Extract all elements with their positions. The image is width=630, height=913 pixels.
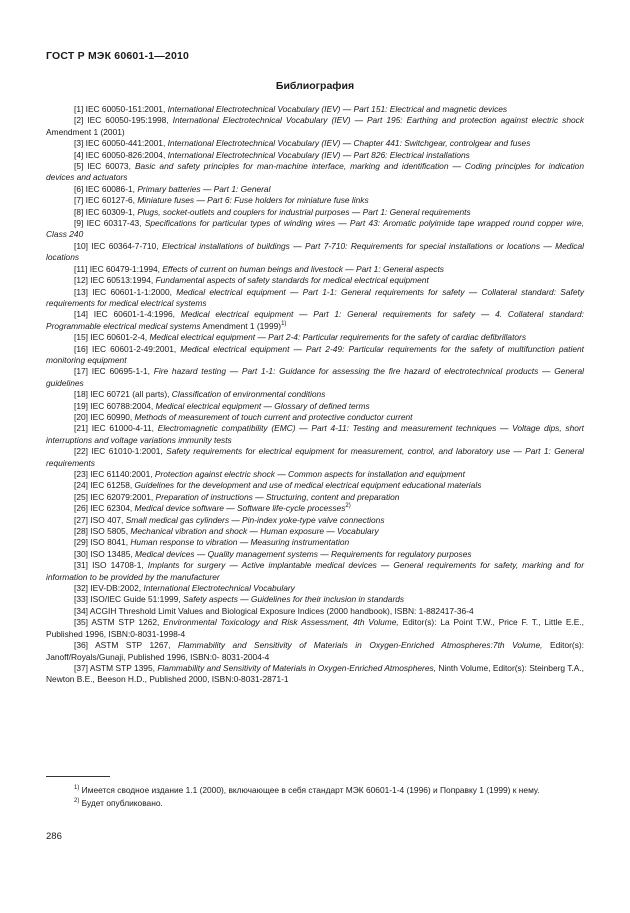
entry-title: Miniature fuses — Part 6: Fuse holders for miniature fuse links bbox=[137, 195, 369, 206]
bibliography-entry bbox=[46, 344, 584, 367]
bibliography-entry bbox=[46, 241, 584, 264]
entry-number: [6] bbox=[74, 183, 84, 194]
entry-title: Safety requirements for electrical equipment for measurement, control, and laboratory use — Part 1: General requirements bbox=[46, 446, 585, 468]
entry-title: Flammability and Sensitivity of Materials in Oxygen-Enriched Atmospheres, bbox=[157, 662, 436, 673]
entry-title: Medical electrical equipment — Part 2-4: Particular requirements for the safety of cardiac defibrillators bbox=[149, 332, 527, 343]
bibliography-entry bbox=[46, 549, 584, 560]
bibliography-entry bbox=[46, 195, 584, 206]
entry-title: Primary batteries — Part 1: General bbox=[137, 183, 271, 194]
bibliography-entry bbox=[46, 218, 584, 241]
entry-number: [28] bbox=[74, 526, 88, 537]
entry-code: IEC 60601-1-1:2000, bbox=[92, 286, 172, 297]
entry-title: Safety aspects — Guidelines for their inclusion in standards bbox=[182, 594, 405, 605]
entry-title: Medical electrical equipment — Part 1-1: General requirements for safety — Collateral standard: Safety requirements for medical electrical systems bbox=[46, 286, 585, 308]
entry-code: IEC 60364-7-710, bbox=[91, 240, 159, 251]
footnote-mark: 1) bbox=[74, 785, 80, 791]
footnote-divider bbox=[46, 776, 110, 777]
entry-code: ASTM STP 1395, bbox=[89, 662, 155, 673]
bibliography-entry bbox=[46, 446, 584, 469]
entry-number: [32] bbox=[74, 583, 88, 594]
entry-title: Methods of measurement of touch current and protective conductor current bbox=[134, 411, 413, 422]
entry-number: [4] bbox=[74, 149, 84, 160]
entry-number: [36] bbox=[74, 640, 88, 651]
entry-title: Effects of current on human beings and livestock — Part 1: General aspects bbox=[162, 263, 444, 274]
entry-code: ISO 8041, bbox=[90, 537, 129, 548]
entry-number: [7] bbox=[74, 195, 84, 206]
entry-number: [22] bbox=[74, 446, 88, 457]
entry-number: [12] bbox=[74, 275, 88, 286]
page-number: 286 bbox=[46, 831, 62, 842]
entry-code: IEC 60695-1-1, bbox=[91, 366, 150, 377]
entry-code: ISO/IEC Guide 51:1999, bbox=[90, 594, 181, 605]
entry-code: IEC 60050-441:2001, bbox=[85, 138, 166, 149]
bibliography-entry bbox=[46, 366, 584, 389]
bibliography-entry bbox=[46, 663, 584, 686]
entry-title: International Electrotechnical Vocabulary (IEV) — Part 826: Electrical installations bbox=[167, 149, 470, 160]
footnote-text: Будет опубликовано. bbox=[79, 798, 163, 809]
entry-number: [14] bbox=[74, 309, 88, 320]
bibliography-entry bbox=[46, 423, 584, 446]
entry-title: Small medical gas cylinders — Pin-index yoke-type valve connections bbox=[125, 514, 385, 525]
entry-title: Specifications for particular types of winding wires — Part 43: Aromatic polyimide tape wrapped round copper wire, Class 240 bbox=[46, 218, 585, 240]
bibliography-entry bbox=[46, 150, 584, 161]
entry-title: Electrical installations of buildings — Part 7-710: Requirements for special installations or locations — Medical locations bbox=[46, 240, 585, 263]
bibliography-entry bbox=[46, 640, 584, 663]
bibliography-entry bbox=[46, 309, 584, 332]
entry-number: [25] bbox=[74, 491, 88, 502]
entry-title: Fire hazard testing — Part 1-1: Guidance for assessing the fire hazard of electrotechnical products — General guidelines bbox=[46, 366, 584, 388]
entry-code: ASTM STP 1267, bbox=[95, 640, 171, 651]
entry-title: Medical electrical equipment — Part 2-49: Particular requirements for the safety of multifunction patient monitoring equipment bbox=[46, 343, 585, 365]
bibliography-entry bbox=[46, 115, 584, 138]
entry-title: Mechanical vibration and shock — Human exposure — Vocabulary bbox=[130, 526, 379, 537]
entry-tail: Editor(s): La Point T.W., Price F. T., Little E.E., Published 1996, ISBN:0-8031-1998-4 bbox=[46, 617, 584, 639]
entry-number: [23] bbox=[74, 469, 88, 479]
entry-code: ACGIH Threshold Limit Values and Biological Exposure Indices (2000 handbook), ISBN: 1-882417-36-4 bbox=[89, 605, 474, 616]
entry-code: ISO 5805, bbox=[90, 526, 129, 537]
entry-title: Protection against electric shock — Common aspects for installation and equipment bbox=[154, 469, 465, 479]
entry-number: [30] bbox=[74, 548, 88, 559]
entry-number: [18] bbox=[74, 389, 88, 400]
entry-code: IEC 60086-1, bbox=[85, 183, 135, 194]
bibliography-entry bbox=[46, 606, 584, 617]
entry-number: [16] bbox=[74, 343, 88, 354]
entry-number: [15] bbox=[74, 332, 88, 343]
entry-title: Environmental Toxicology and Risk Assessment, 4th Volume, bbox=[163, 617, 399, 628]
entry-title: Basic and safety principles for man-machine interface, marking and identification — Coding principles for indication devices and actuators bbox=[46, 161, 585, 183]
footnote bbox=[46, 785, 584, 796]
bibliography-entry bbox=[46, 594, 584, 605]
entry-code: IEC 61258, bbox=[90, 480, 133, 491]
entry-title: International Electrotechnical Vocabulary (IEV) — Part 151: Electrical and magnetic devices bbox=[167, 104, 508, 114]
entry-code: IEC 61000-4-11, bbox=[91, 423, 154, 434]
entry-code: ASTM STP 1262, bbox=[91, 617, 160, 628]
bibliography-entry bbox=[46, 469, 584, 480]
entry-title: Classification of environmental conditions bbox=[171, 389, 326, 400]
entry-code: IEC 60073, bbox=[87, 161, 131, 172]
entry-code: IEC 60513:1994, bbox=[90, 275, 154, 286]
entry-number: [2] bbox=[74, 115, 84, 126]
section-title: Библиография bbox=[275, 80, 355, 92]
entry-number: [9] bbox=[74, 218, 84, 229]
entry-tail: Amendment 1 (1999) bbox=[200, 320, 282, 331]
footnote-mark: 2) bbox=[74, 798, 80, 805]
bibliography-list bbox=[46, 104, 584, 686]
entry-number: [33] bbox=[74, 594, 88, 605]
bibliography-entry bbox=[46, 480, 584, 491]
entry-code: IEC 60050-826:2004, bbox=[85, 149, 166, 160]
entry-number: [37] bbox=[74, 662, 88, 673]
entry-code: IEC 60317-43, bbox=[86, 218, 142, 229]
entry-title: Medical electrical equipment — Part 1: General requirements for safety — 4. Collateral standard: Programmable electrical medical systems bbox=[46, 309, 584, 331]
bibliography-entry bbox=[46, 332, 584, 343]
bibliography-entry bbox=[46, 264, 584, 275]
entry-code: IEC 61140:2001, bbox=[90, 469, 153, 479]
entry-number: [17] bbox=[74, 366, 88, 377]
entry-number: [3] bbox=[74, 138, 84, 149]
bibliography-entry bbox=[46, 104, 584, 115]
bibliography-entry bbox=[46, 138, 584, 149]
entry-number: [1] bbox=[74, 104, 84, 114]
entry-code: IEC 60601-2-49:2001, bbox=[92, 343, 177, 354]
bibliography-entry bbox=[46, 526, 584, 537]
bibliography-entry bbox=[46, 184, 584, 195]
entry-code: IEC 60721 (all parts), bbox=[90, 389, 170, 400]
entry-tail: Editor(s): Janoff/Royals/Gunaji, Published 1996, ISBN:0- 8031-2004-4 bbox=[46, 640, 584, 662]
entry-number: [8] bbox=[74, 206, 84, 217]
entry-title: International Electrotechnical Vocabulary (IEV) — Chapter 441: Switchgear, controlgear and fuses bbox=[167, 138, 531, 149]
bibliography-entry bbox=[46, 617, 584, 640]
entry-number: [11] bbox=[74, 263, 88, 274]
entry-code: IEC 62079:2001, bbox=[90, 491, 154, 502]
entry-code: IEC 60309-1, bbox=[85, 206, 135, 217]
entry-number: [19] bbox=[74, 400, 88, 411]
entry-code: ISO 13485, bbox=[90, 548, 133, 559]
entry-code: IEC 60127-6, bbox=[85, 195, 135, 206]
entry-title: Human response to vibration — Measuring instrumentation bbox=[130, 537, 350, 548]
bibliography-entry bbox=[46, 412, 584, 423]
bibliography-entry bbox=[46, 389, 584, 400]
entry-code: ISO 14708-1, bbox=[92, 560, 144, 571]
entry-title: Implants for surgery — Active implantable medical devices — General requirements for safety, marking and for information to be provided by the manufacturer bbox=[46, 560, 584, 582]
entry-title: Fundamental aspects of safety standards for medical electrical equipment bbox=[155, 275, 429, 286]
entry-code: IEC 60479-1:1994, bbox=[89, 263, 160, 274]
bibliography-entry bbox=[46, 401, 584, 412]
entry-number: [34] bbox=[74, 605, 88, 616]
entry-title: Plugs, socket-outlets and couplers for industrial purposes — Part 1: General requirements bbox=[137, 206, 471, 217]
entry-number: [26] bbox=[74, 503, 88, 514]
entry-title: International Electrotechnical Vocabulary (IEV) — Part 195: Earthing and protection against electric shock bbox=[172, 115, 585, 126]
entry-code: IEC 60050-151:2001, bbox=[85, 104, 166, 114]
entry-title: Medical electrical equipment — Glossary of defined terms bbox=[155, 400, 370, 411]
bibliography-entry bbox=[46, 207, 584, 218]
entry-number: [10] bbox=[74, 240, 88, 251]
entry-tail: Amendment 1 (2001) bbox=[46, 126, 125, 137]
bibliography-entry bbox=[46, 560, 584, 583]
footnotes bbox=[46, 785, 584, 812]
entry-code: IEC 60050-195:1998, bbox=[87, 115, 169, 126]
entry-tail: Ninth Volume, Editor(s): Steinberg T.A., Newton B.E., Beeson H.D., Published 2000, ISBN:0-8031-2871-1 bbox=[46, 662, 584, 685]
entry-code: IEC 60601-1-4:1996, bbox=[93, 309, 175, 320]
footnote-ref: 1) bbox=[281, 320, 287, 327]
entry-number: [31] bbox=[74, 560, 88, 571]
entry-number: [21] bbox=[74, 423, 88, 434]
entry-number: [29] bbox=[74, 537, 88, 548]
footnote-ref: 2) bbox=[345, 503, 351, 510]
entry-code: IEC 60788:2004, bbox=[90, 400, 154, 411]
bibliography-entry bbox=[46, 492, 584, 503]
entry-code: IEV-DB:2002, bbox=[90, 583, 142, 594]
document-header: ГОСТ Р МЭК 60601-1—2010 bbox=[46, 50, 190, 62]
entry-number: [24] bbox=[74, 480, 88, 491]
entry-code: IEC 60990, bbox=[90, 411, 133, 422]
entry-title: Electromagnetic compatibility (EMC) — Part 4-11: Testing and measurement techniques — Voltage dips, short interruptions and voltage variations immunity tests bbox=[46, 423, 585, 445]
bibliography-entry bbox=[46, 275, 584, 286]
bibliography-entry bbox=[46, 515, 584, 526]
entry-title: International Electrotechnical Vocabulary bbox=[143, 583, 295, 594]
footnote bbox=[46, 798, 584, 809]
entry-title: Medical devices — Quality management systems — Requirements for regulatory purposes bbox=[135, 548, 472, 559]
entry-number: [27] bbox=[74, 514, 88, 525]
entry-code: IEC 60601-2-4, bbox=[90, 332, 148, 343]
entry-title: Preparation of instructions — Structuring, content and preparation bbox=[155, 491, 400, 502]
entry-title: Guidelines for the development and use of medical electrical equipment educational materials bbox=[134, 480, 482, 491]
entry-number: [20] bbox=[74, 411, 88, 422]
entry-number: [35] bbox=[74, 617, 88, 628]
entry-number: [5] bbox=[74, 161, 84, 172]
entry-code: IEC 62304, bbox=[90, 503, 133, 514]
bibliography-entry bbox=[46, 583, 584, 594]
entry-code: IEC 61010-1:2001, bbox=[91, 446, 163, 457]
entry-title: Flammability and Sensitivity of Materials in Oxygen-Enriched Atmospheres:7th Volume, bbox=[178, 640, 543, 651]
bibliography-entry bbox=[46, 161, 584, 184]
bibliography-entry bbox=[46, 503, 584, 514]
bibliography-entry bbox=[46, 287, 584, 310]
entry-code: ISO 407, bbox=[90, 514, 124, 525]
footnote-text: Имеется сводное издание 1.1 (2000), включающее в себя стандарт МЭК 60601-1-4 (1996) и Поправку 1 (1999) к нему. bbox=[79, 785, 540, 795]
entry-title: Medical device software — Software life-cycle processes bbox=[134, 503, 346, 514]
entry-number: [13] bbox=[74, 286, 88, 297]
bibliography-entry bbox=[46, 537, 584, 548]
